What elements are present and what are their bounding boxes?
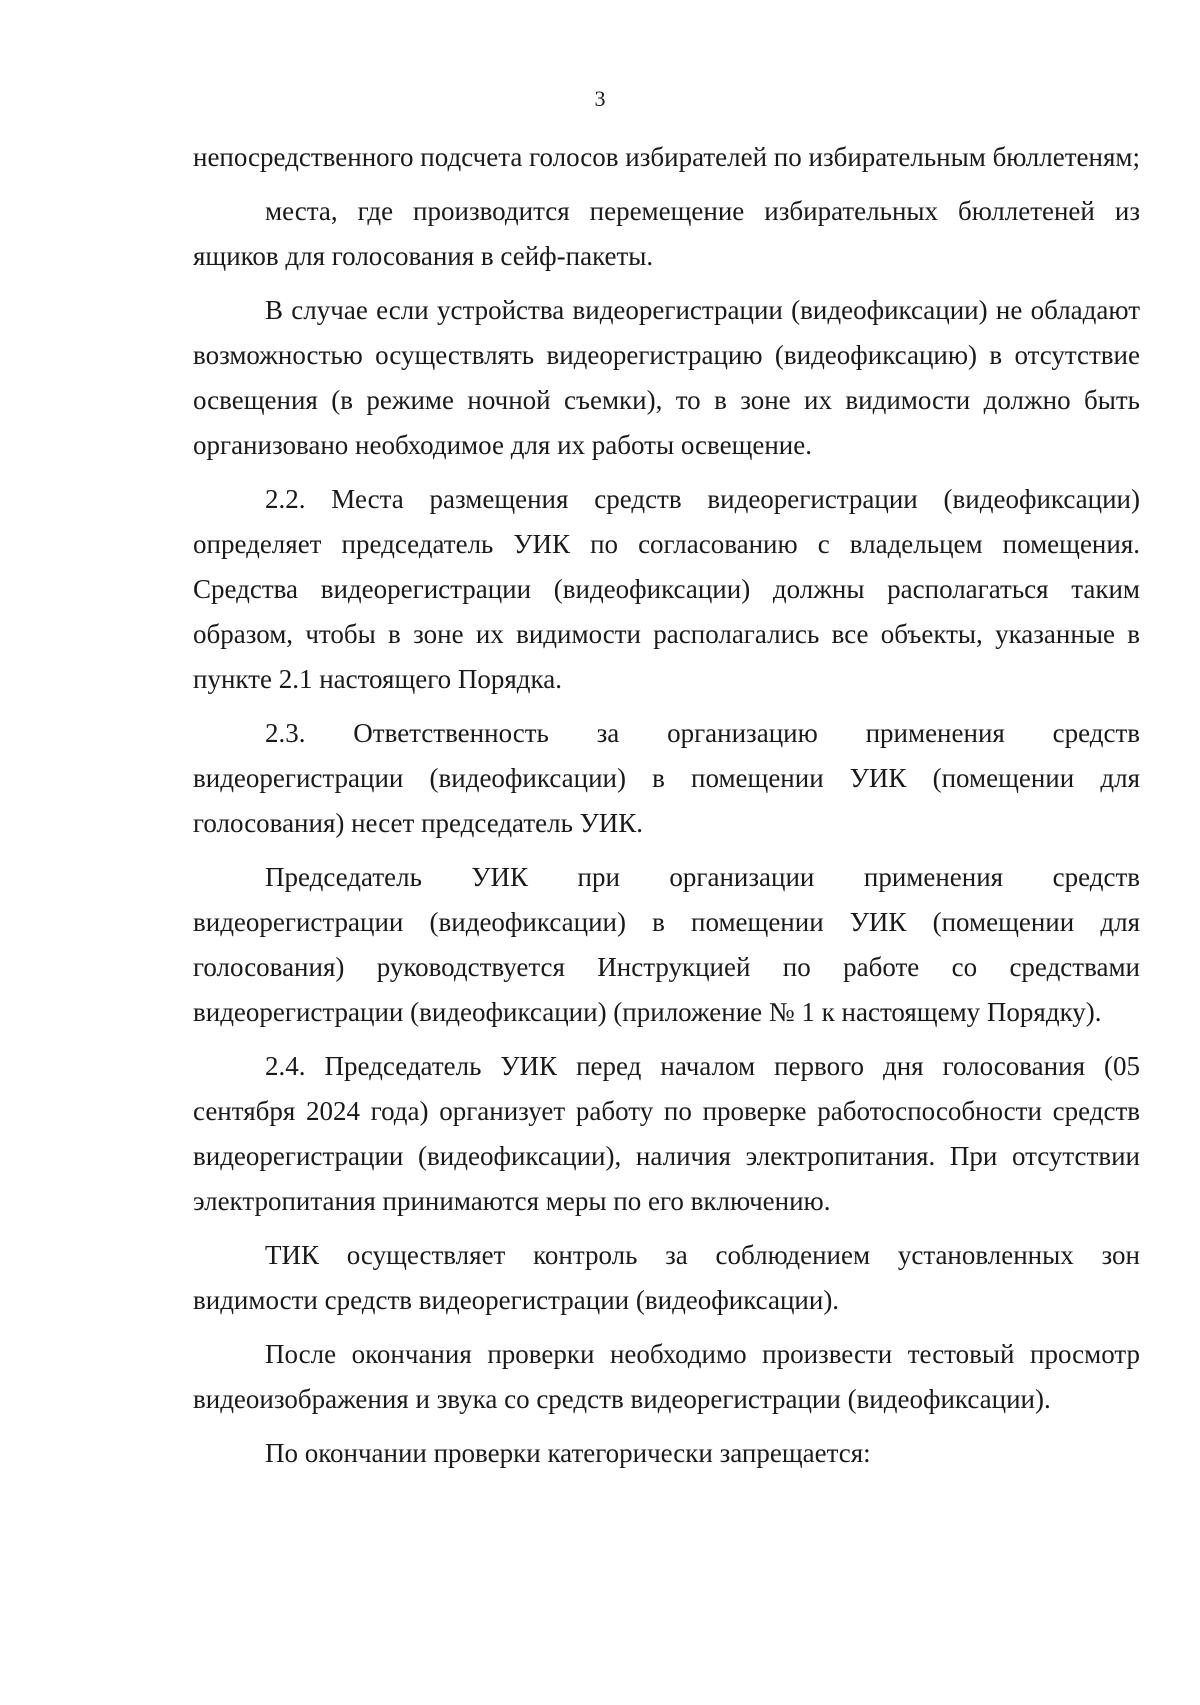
paragraph-ballot-counting: непосредственного подсчета голосов избирателей по избирательным бюллетеням;: [193, 142, 1140, 172]
paragraph-test-viewing: После окончания проверки необходимо произвести тестовый просмотр видеоизображения и звука со средств видеорегистрации (видеофиксации).: [193, 1339, 1140, 1414]
paragraph-section-2-4: 2.4. Председатель УИК перед началом первого дня голосования (05 сентября 2024 года) организует работу по проверке работоспособности средств видеорегистрации (видеофиксации), наличия электропитания. При отсутствии электропитания принимаются меры по его включению.: [193, 1051, 1140, 1216]
document-body: [193, 135, 1140, 1485]
paragraph-tik-control: ТИК осуществляет контроль за соблюдением установленных зон видимости средств видеорегистрации (видеофиксации).: [193, 1240, 1140, 1315]
paragraph-prohibitions: По окончании проверки категорически запрещается:: [265, 1438, 871, 1468]
paragraph-ballot-transfer: места, где производится перемещение избирательных бюллетеней из ящиков для голосования в сейф-пакеты.: [193, 196, 1140, 271]
paragraph-section-2-3: 2.3. Ответственность за организацию применения средств видеорегистрации (видеофиксации) в помещении УИК (помещении для голосования) несет председатель УИК.: [193, 718, 1140, 838]
page-number: 3: [594, 86, 606, 111]
paragraph-chairman-instruction: Председатель УИК при организации применения средств видеорегистрации (видеофиксации) в помещении УИК (помещении для голосования) руководствуется Инструкцией по работе со средствами видеорегистрации (видеофиксации) (приложение № 1 к настоящему Порядку).: [193, 862, 1140, 1027]
paragraph-section-2-2: 2.2. Места размещения средств видеорегистрации (видеофиксации) определяет председатель УИК по согласованию с владельцем помещения. Средства видеорегистрации (видеофиксации) должны располагаться таким образом, чтобы в зоне их видимости располагались все объекты, указанные в пункте 2.1 настоящего Порядка.: [193, 484, 1140, 694]
paragraph-night-lighting: В случае если устройства видеорегистрации (видеофиксации) не обладают возможностью осуществлять видеорегистрацию (видеофиксацию) в отсутствие освещения (в режиме ночной съемки), то в зоне их видимости должно быть организовано необходимое для их работы освещение.: [193, 295, 1140, 460]
